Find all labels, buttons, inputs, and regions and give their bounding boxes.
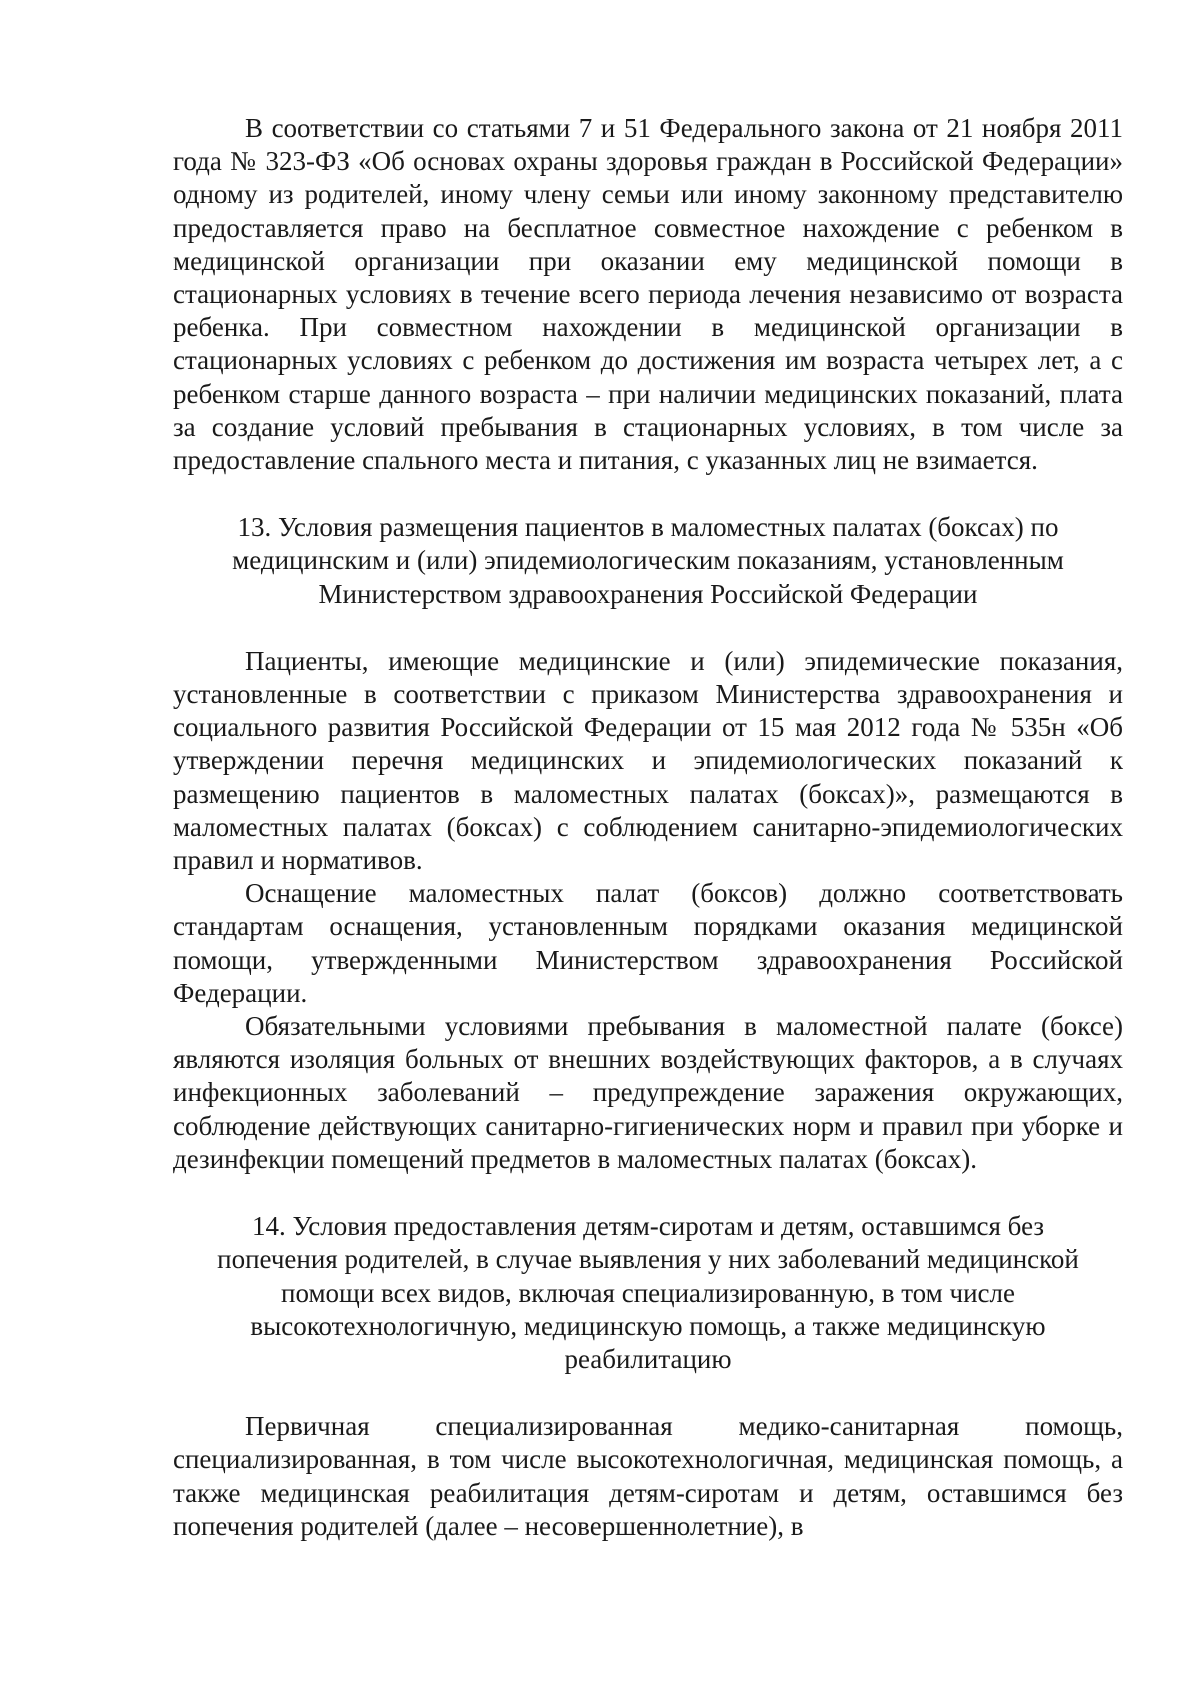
spacer bbox=[173, 1376, 1123, 1410]
section-13-paragraph-1: Пациенты, имеющие медицинские и (или) эпидемические показания, установленные в соответствии с приказом Министерства здравоохранения и социального развития Российской Федерации от 15 мая 2012 года № 535н «Об утверждении перечня медицинских и эпидемиологических показаний к размещению пациентов в маломестных палатах (боксах)», размещаются в маломестных палатах (боксах) с соблюдением санитарно-эпидемиологических правил и нормативов. bbox=[173, 645, 1123, 876]
spacer bbox=[173, 477, 1123, 511]
section-13-paragraph-2: Оснащение маломестных палат (боксов) должно соответствовать стандартам оснащения, установленным порядками оказания медицинской помощи, утвержденными Министерством здравоохранения Российской Федерации. bbox=[173, 878, 1123, 1008]
intro-paragraph: В соответствии со статьями 7 и 51 Федерального закона от 21 ноября 2011 года № 323-ФЗ «Об основах охраны здоровья граждан в Российской Федерации» одному из родителей, иному члену семьи или иному законному представителю предоставляется право на бесплатное совместное нахождение с ребенком в медицинской организации при оказании ему медицинской помощи в стационарных условиях в течение всего периода лечения независимо от возраста ребенка. При совместном нахождении в медицинской организации в стационарных условиях с ребенком до достижения им возраста четырех лет, а с ребенком старше данного возраста – при наличии медицинских показаний, плата за создание условий пребывания в стационарных условиях, в том числе за предоставление спального места и питания, с указанных лиц не взимается. bbox=[173, 113, 1123, 476]
spacer bbox=[173, 611, 1123, 645]
document-page bbox=[173, 112, 1123, 1543]
section-13-heading: 13. Условия размещения пациентов в маломестных палатах (боксах) по медицинским и (или) эпидемиологическим показаниям, установленным Министерством здравоохранения Российской Федерации bbox=[232, 512, 1064, 609]
section-13-paragraph-3: Обязательными условиями пребывания в маломестной палате (боксе) являются изоляция больных от внешних воздействующих факторов, а в случаях инфекционных заболеваний – предупреждение заражения окружающих, соблюдение действующих санитарно-гигиенических норм и правил при уборке и дезинфекции помещений предметов в маломестных палатах (боксах). bbox=[173, 1011, 1123, 1174]
section-14-heading: 14. Условия предоставления детям-сиротам и детям, оставшимся без попечения родителей, в случае выявления у них заболеваний медицинской помощи всех видов, включая специализированную, в том числе высокотехнологичную, медицинскую помощь, а также медицинскую реабилитацию bbox=[217, 1211, 1079, 1374]
spacer bbox=[173, 1176, 1123, 1210]
section-14-paragraph-1: Первичная специализированная медико-санитарная помощь, специализированная, в том числе высокотехнологичная, медицинская помощь, а также медицинская реабилитация детям-сиротам и детям, оставшимся без попечения родителей (далее – несовершеннолетние), в bbox=[173, 1411, 1123, 1541]
